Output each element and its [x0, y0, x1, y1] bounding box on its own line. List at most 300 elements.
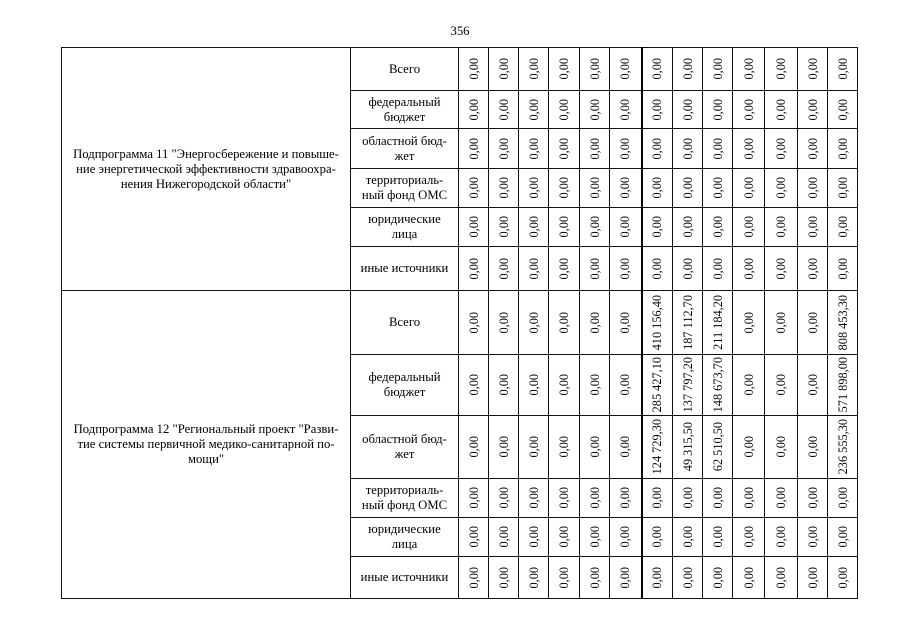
amount-cell [459, 416, 489, 479]
amount-value: 0,00 [526, 526, 541, 548]
amount-cell [733, 355, 765, 416]
amount-cell [703, 416, 733, 479]
amount-value: 0,00 [526, 311, 541, 334]
amount-value: 0,00 [774, 311, 788, 334]
amount-cell [610, 91, 642, 129]
amount-value: 0,00 [466, 257, 481, 280]
amount-value: 0,00 [680, 566, 695, 589]
amount-value: 0,00 [618, 311, 633, 334]
amount-value: 0,00 [466, 58, 481, 80]
amount-value: 0,00 [741, 137, 756, 160]
amount-value: 0,00 [805, 526, 820, 548]
amount-cell [765, 355, 798, 416]
amount-cell [765, 91, 798, 129]
amount-cell [673, 91, 703, 129]
amount-value: 0,00 [496, 216, 511, 238]
amount-value: 0,00 [587, 374, 602, 396]
amount-cell [828, 291, 858, 355]
amount-value: 124 729,30 [650, 419, 665, 475]
amount-cell [580, 91, 610, 129]
amount-value: 0,00 [557, 137, 571, 160]
amount-value: 0,00 [835, 216, 850, 238]
amount-value: 0,00 [805, 311, 820, 334]
amount-cell [642, 479, 673, 518]
amount-value: 0,00 [650, 257, 665, 280]
amount-value: 0,00 [710, 526, 725, 548]
amount-cell [642, 247, 673, 291]
amount-value: 0,00 [805, 216, 820, 238]
amount-value: 0,00 [805, 566, 820, 589]
amount-value: 0,00 [557, 487, 571, 509]
amount-cell [828, 91, 858, 129]
amount-cell [519, 169, 549, 208]
amount-cell [703, 355, 733, 416]
amount-value: 808 453,30 [835, 294, 850, 351]
amount-value: 0,00 [466, 98, 481, 121]
amount-value: 0,00 [618, 216, 633, 238]
amount-value: 0,00 [774, 216, 788, 238]
amount-cell [798, 355, 828, 416]
amount-value: 0,00 [618, 98, 633, 121]
amount-value: 0,00 [835, 526, 850, 548]
amount-value: 0,00 [680, 177, 695, 199]
amount-value: 0,00 [496, 566, 511, 589]
amount-cell [703, 169, 733, 208]
amount-value: 0,00 [774, 436, 788, 458]
amount-cell [489, 129, 519, 169]
amount-cell [489, 247, 519, 291]
funding-table-body [62, 48, 858, 599]
amount-cell [610, 48, 642, 91]
amount-value: 0,00 [496, 436, 511, 458]
amount-cell [673, 291, 703, 355]
amount-cell [580, 169, 610, 208]
amount-value: 0,00 [466, 177, 481, 199]
amount-cell [828, 518, 858, 557]
amount-value: 0,00 [618, 58, 633, 80]
funding-source-cell: Всего [351, 48, 459, 91]
amount-value: 0,00 [526, 177, 541, 199]
amount-cell [673, 208, 703, 247]
amount-value: 0,00 [618, 526, 633, 548]
amount-value: 0,00 [496, 58, 511, 80]
amount-value: 0,00 [557, 526, 571, 548]
amount-value: 0,00 [680, 216, 695, 238]
amount-value: 0,00 [618, 566, 633, 589]
amount-value: 0,00 [618, 257, 633, 280]
amount-value: 0,00 [805, 98, 820, 121]
funding-source-cell: территориаль- ный фонд ОМС [351, 479, 459, 518]
amount-cell [733, 169, 765, 208]
amount-cell [519, 557, 549, 599]
amount-value: 0,00 [526, 137, 541, 160]
funding-table [61, 47, 858, 599]
amount-value: 0,00 [680, 526, 695, 548]
amount-value: 0,00 [618, 137, 633, 160]
amount-value: 0,00 [741, 374, 756, 396]
amount-value: 0,00 [680, 137, 695, 160]
amount-cell [798, 169, 828, 208]
amount-value: 0,00 [680, 98, 695, 121]
amount-value: 0,00 [526, 98, 541, 121]
amount-value: 0,00 [805, 257, 820, 280]
amount-cell [580, 291, 610, 355]
amount-cell [765, 416, 798, 479]
amount-value: 0,00 [741, 436, 756, 458]
funding-source-cell: федеральный бюджет [351, 91, 459, 129]
amount-value: 0,00 [587, 436, 602, 458]
amount-value: 0,00 [741, 257, 756, 280]
amount-cell [610, 355, 642, 416]
table-row [62, 48, 858, 91]
amount-cell [580, 518, 610, 557]
amount-cell [765, 48, 798, 91]
amount-value: 0,00 [805, 436, 820, 458]
amount-value: 0,00 [587, 216, 602, 238]
amount-cell [459, 169, 489, 208]
amount-value: 0,00 [835, 487, 850, 509]
amount-value: 0,00 [680, 58, 695, 80]
amount-cell [733, 557, 765, 599]
amount-cell [642, 557, 673, 599]
amount-value: 0,00 [466, 216, 481, 238]
amount-value: 0,00 [526, 487, 541, 509]
amount-cell [610, 129, 642, 169]
funding-source-cell: Всего [351, 291, 459, 355]
amount-cell [459, 291, 489, 355]
amount-value: 0,00 [557, 566, 571, 589]
table-row [62, 291, 858, 355]
amount-value: 0,00 [805, 177, 820, 199]
amount-value: 0,00 [526, 58, 541, 80]
amount-cell [580, 129, 610, 169]
amount-cell [610, 169, 642, 208]
amount-cell [765, 518, 798, 557]
amount-cell [580, 416, 610, 479]
amount-value: 0,00 [618, 487, 633, 509]
amount-value: 0,00 [650, 526, 665, 548]
amount-value: 0,00 [680, 257, 695, 280]
amount-value: 0,00 [618, 436, 633, 458]
amount-value: 0,00 [741, 177, 756, 199]
amount-value: 0,00 [835, 137, 850, 160]
subprogram-name-cell: Подпрограмма 12 "Региональный проект "Разви- тие системы первичной медико-санитарной по- мощи" [62, 291, 351, 599]
amount-value: 0,00 [805, 374, 820, 396]
amount-cell [519, 91, 549, 129]
amount-cell [549, 169, 580, 208]
amount-value: 0,00 [835, 257, 850, 280]
amount-value: 0,00 [710, 177, 725, 199]
amount-cell [549, 291, 580, 355]
amount-cell [733, 48, 765, 91]
amount-value: 0,00 [805, 487, 820, 509]
amount-cell [519, 355, 549, 416]
amount-cell [765, 479, 798, 518]
amount-cell [549, 518, 580, 557]
amount-cell [765, 129, 798, 169]
amount-cell [489, 557, 519, 599]
amount-value: 0,00 [587, 58, 602, 80]
amount-cell [828, 48, 858, 91]
amount-value: 0,00 [557, 311, 571, 334]
amount-value: 0,00 [710, 58, 725, 80]
amount-cell [765, 247, 798, 291]
amount-value: 49 315,50 [680, 422, 695, 472]
amount-cell [673, 48, 703, 91]
amount-cell [703, 129, 733, 169]
amount-cell [489, 355, 519, 416]
amount-value: 0,00 [466, 137, 481, 160]
amount-value: 0,00 [650, 566, 665, 589]
funding-source-cell: иные источники [351, 247, 459, 291]
amount-value: 0,00 [557, 177, 571, 199]
amount-value: 0,00 [496, 137, 511, 160]
amount-value: 0,00 [587, 487, 602, 509]
amount-cell [642, 208, 673, 247]
funding-source-cell: федеральный бюджет [351, 355, 459, 416]
amount-value: 0,00 [805, 137, 820, 160]
subprogram-name-cell: Подпрограмма 11 "Энергосбережение и повыше- ние энергетической эффективности здравоохра- нения Нижегородской области" [62, 48, 351, 291]
amount-cell [580, 479, 610, 518]
amount-value: 0,00 [557, 257, 571, 280]
amount-value: 0,00 [466, 436, 481, 458]
amount-value: 236 555,30 [835, 419, 850, 475]
amount-cell [580, 557, 610, 599]
amount-cell [828, 557, 858, 599]
amount-value: 0,00 [526, 216, 541, 238]
funding-source-cell: юридические лица [351, 208, 459, 247]
amount-value: 0,00 [526, 436, 541, 458]
amount-cell [459, 479, 489, 518]
amount-cell [828, 208, 858, 247]
amount-value: 62 510,50 [710, 422, 725, 472]
amount-value: 0,00 [618, 177, 633, 199]
amount-cell [549, 416, 580, 479]
amount-cell [733, 247, 765, 291]
amount-cell [765, 169, 798, 208]
amount-value: 0,00 [650, 487, 665, 509]
amount-cell [610, 557, 642, 599]
amount-value: 0,00 [741, 311, 756, 334]
amount-value: 211 184,20 [710, 295, 725, 350]
amount-value: 0,00 [835, 177, 850, 199]
amount-value: 0,00 [741, 216, 756, 238]
amount-cell [580, 208, 610, 247]
amount-cell [519, 518, 549, 557]
amount-value: 0,00 [650, 216, 665, 238]
amount-cell [642, 416, 673, 479]
amount-cell [459, 355, 489, 416]
amount-value: 0,00 [557, 98, 571, 121]
amount-cell [459, 518, 489, 557]
amount-value: 0,00 [557, 216, 571, 238]
amount-value: 0,00 [496, 257, 511, 280]
amount-value: 0,00 [496, 311, 511, 334]
amount-cell [828, 129, 858, 169]
amount-cell [459, 91, 489, 129]
amount-cell [549, 557, 580, 599]
amount-cell [489, 48, 519, 91]
amount-value: 0,00 [741, 58, 756, 80]
amount-cell [580, 247, 610, 291]
amount-cell [519, 208, 549, 247]
amount-cell [459, 247, 489, 291]
amount-value: 0,00 [774, 487, 788, 509]
amount-cell [519, 291, 549, 355]
amount-value: 410 156,40 [650, 294, 665, 351]
amount-value: 0,00 [526, 257, 541, 280]
amount-cell [519, 416, 549, 479]
amount-value: 0,00 [774, 137, 788, 160]
amount-cell [642, 169, 673, 208]
amount-value: 0,00 [805, 58, 820, 80]
amount-value: 0,00 [710, 487, 725, 509]
amount-value: 0,00 [774, 257, 788, 280]
amount-cell [489, 518, 519, 557]
amount-cell [703, 557, 733, 599]
amount-value: 0,00 [587, 137, 602, 160]
amount-cell [798, 91, 828, 129]
amount-value: 0,00 [650, 58, 665, 80]
amount-cell [610, 416, 642, 479]
amount-cell [642, 48, 673, 91]
amount-value: 0,00 [650, 137, 665, 160]
amount-cell [610, 247, 642, 291]
amount-cell [673, 247, 703, 291]
amount-cell [610, 208, 642, 247]
funding-source-cell: областной бюд- жет [351, 129, 459, 169]
amount-value: 137 797,20 [680, 357, 695, 413]
amount-cell [673, 557, 703, 599]
amount-cell [673, 416, 703, 479]
amount-value: 0,00 [710, 216, 725, 238]
amount-value: 0,00 [587, 566, 602, 589]
amount-value: 285 427,10 [650, 357, 665, 413]
amount-cell [733, 479, 765, 518]
amount-cell [703, 291, 733, 355]
amount-value: 0,00 [835, 566, 850, 589]
amount-cell [765, 291, 798, 355]
amount-cell [798, 247, 828, 291]
amount-cell [765, 557, 798, 599]
amount-value: 0,00 [557, 58, 571, 80]
amount-cell [673, 479, 703, 518]
amount-cell [642, 291, 673, 355]
amount-cell [798, 208, 828, 247]
amount-value: 0,00 [557, 436, 571, 458]
amount-value: 0,00 [496, 487, 511, 509]
amount-cell [489, 169, 519, 208]
funding-source-cell: юридические лица [351, 518, 459, 557]
amount-cell [489, 291, 519, 355]
amount-cell [798, 291, 828, 355]
amount-value: 0,00 [526, 374, 541, 396]
amount-value: 0,00 [587, 98, 602, 121]
amount-cell [828, 479, 858, 518]
amount-cell [798, 518, 828, 557]
amount-cell [459, 129, 489, 169]
amount-cell [703, 48, 733, 91]
amount-value: 0,00 [466, 374, 481, 396]
amount-value: 0,00 [774, 58, 788, 80]
amount-cell [703, 208, 733, 247]
funding-source-cell: областной бюд- жет [351, 416, 459, 479]
amount-cell [733, 291, 765, 355]
page-number: 356 [450, 24, 470, 38]
amount-cell [673, 129, 703, 169]
amount-value: 0,00 [618, 374, 633, 396]
amount-value: 571 898,00 [835, 357, 850, 413]
amount-cell [673, 518, 703, 557]
amount-cell [828, 416, 858, 479]
amount-cell [703, 479, 733, 518]
amount-value: 187 112,70 [680, 295, 695, 350]
amount-cell [703, 247, 733, 291]
amount-cell [828, 247, 858, 291]
amount-value: 0,00 [466, 566, 481, 589]
amount-cell [519, 129, 549, 169]
amount-cell [459, 557, 489, 599]
amount-cell [733, 91, 765, 129]
amount-value: 0,00 [774, 177, 788, 199]
amount-cell [642, 129, 673, 169]
amount-cell [828, 169, 858, 208]
amount-value: 0,00 [650, 98, 665, 121]
amount-cell [642, 355, 673, 416]
amount-value: 0,00 [741, 526, 756, 548]
amount-cell [703, 91, 733, 129]
amount-cell [459, 48, 489, 91]
amount-value: 0,00 [587, 526, 602, 548]
amount-cell [459, 208, 489, 247]
amount-value: 0,00 [710, 257, 725, 280]
amount-value: 0,00 [496, 526, 511, 548]
amount-cell [798, 48, 828, 91]
amount-cell [489, 208, 519, 247]
amount-value: 0,00 [741, 98, 756, 121]
funding-source-cell: иные источники [351, 557, 459, 599]
funding-source-cell: территориаль- ный фонд ОМС [351, 169, 459, 208]
amount-cell [673, 355, 703, 416]
amount-cell [733, 208, 765, 247]
amount-value: 0,00 [774, 98, 788, 121]
amount-value: 0,00 [466, 526, 481, 548]
amount-value: 0,00 [741, 487, 756, 509]
amount-value: 0,00 [835, 58, 850, 80]
amount-value: 0,00 [835, 98, 850, 121]
amount-value: 0,00 [526, 566, 541, 589]
amount-value: 0,00 [774, 374, 788, 396]
amount-value: 0,00 [774, 566, 788, 589]
amount-cell [733, 518, 765, 557]
amount-cell [549, 208, 580, 247]
amount-cell [610, 518, 642, 557]
amount-cell [765, 208, 798, 247]
amount-cell [549, 48, 580, 91]
amount-value: 0,00 [710, 137, 725, 160]
amount-value: 0,00 [741, 566, 756, 589]
amount-cell [549, 247, 580, 291]
amount-value: 0,00 [466, 311, 481, 334]
amount-value: 0,00 [496, 374, 511, 396]
amount-cell [642, 91, 673, 129]
amount-cell [549, 479, 580, 518]
amount-value: 0,00 [557, 374, 571, 396]
amount-value: 0,00 [496, 98, 511, 121]
amount-value: 0,00 [466, 487, 481, 509]
amount-cell [610, 479, 642, 518]
amount-cell [519, 48, 549, 91]
